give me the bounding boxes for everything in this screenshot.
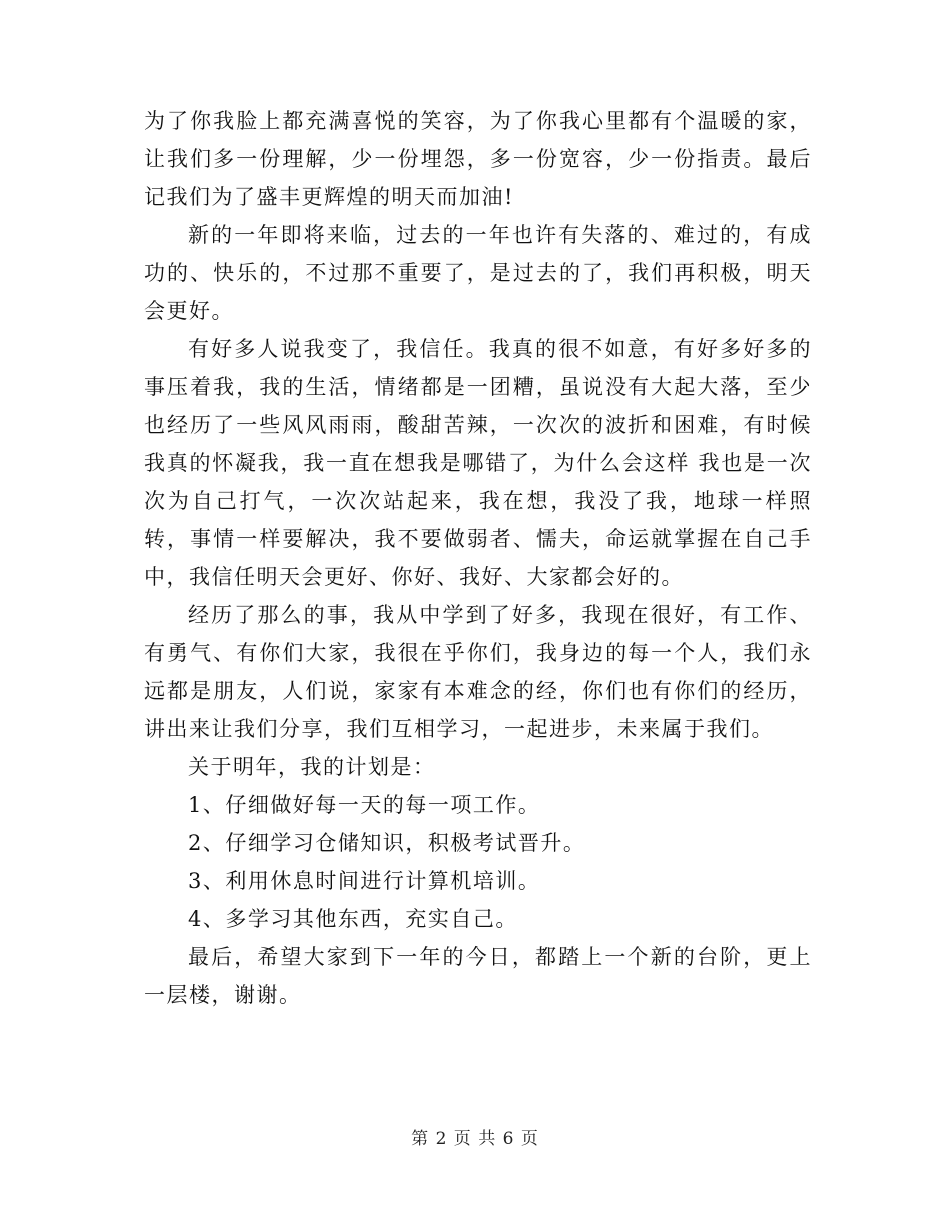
plan-item-1: 1、仔细做好每一天的每一项工作。 <box>188 793 541 817</box>
plan-item-4: 4、多学习其他东西，充实自己。 <box>188 907 518 931</box>
page-number-label: 第 2 页 共 6 页 <box>411 1129 539 1149</box>
page-footer <box>0 1124 950 1149</box>
plan-item-2: 2、仔细学习仓储知识，积极考试晋升。 <box>188 831 586 855</box>
paragraph-4: 经历了那么的事，我从中学到了好多，我现在很好，有工作、有勇气、有你们大家，我很在乎你们，我身边的每一个人，我们永远都是朋友，人们说，家家有本难念的经，你们也有你们的经历，讲出来让我们分享，我们互相学习，一起进步，未来属于我们。 <box>144 603 812 741</box>
document-body <box>144 102 812 1014</box>
paragraph-2: 新的一年即将来临，过去的一年也许有失落的、难过的，有成功的、快乐的，不过那不重要了，是过去的了，我们再积极，明天会更好。 <box>144 223 812 323</box>
paragraph-closing: 最后，希望大家到下一年的今日，都踏上一个新的台阶，更上一层楼，谢谢。 <box>144 945 812 1007</box>
paragraph-plan-intro: 关于明年，我的计划是： <box>188 755 436 779</box>
plan-item-3: 3、利用休息时间进行计算机培训。 <box>188 869 541 893</box>
paragraph-3: 有好多人说我变了，我信任。我真的很不如意，有好多好多的事压着我，我的生活，情绪都是一团糟，虽说没有大起大落，至少也经历了一些风风雨雨，酸甜苦辣，一次次的波折和困难，有时候我真的怀凝我，我一直在想我是哪错了，为什么会这样 我也是一次次为自己打气，一次次站起来，我在想，我没了我，地球一样照转，事情一样要解决，我不要做弱者、懦夫，命运就掌握在自己手中，我信任明天会更好、你好、我好、大家都会好的。 <box>144 337 812 589</box>
paragraph-1: 为了你我脸上都充满喜悦的笑容，为了你我心里都有个温暖的家，让我们多一份理解，少一份埋怨，多一份宽容，少一份指责。最后记我们为了盛丰更辉煌的明天而加油! <box>144 109 812 209</box>
